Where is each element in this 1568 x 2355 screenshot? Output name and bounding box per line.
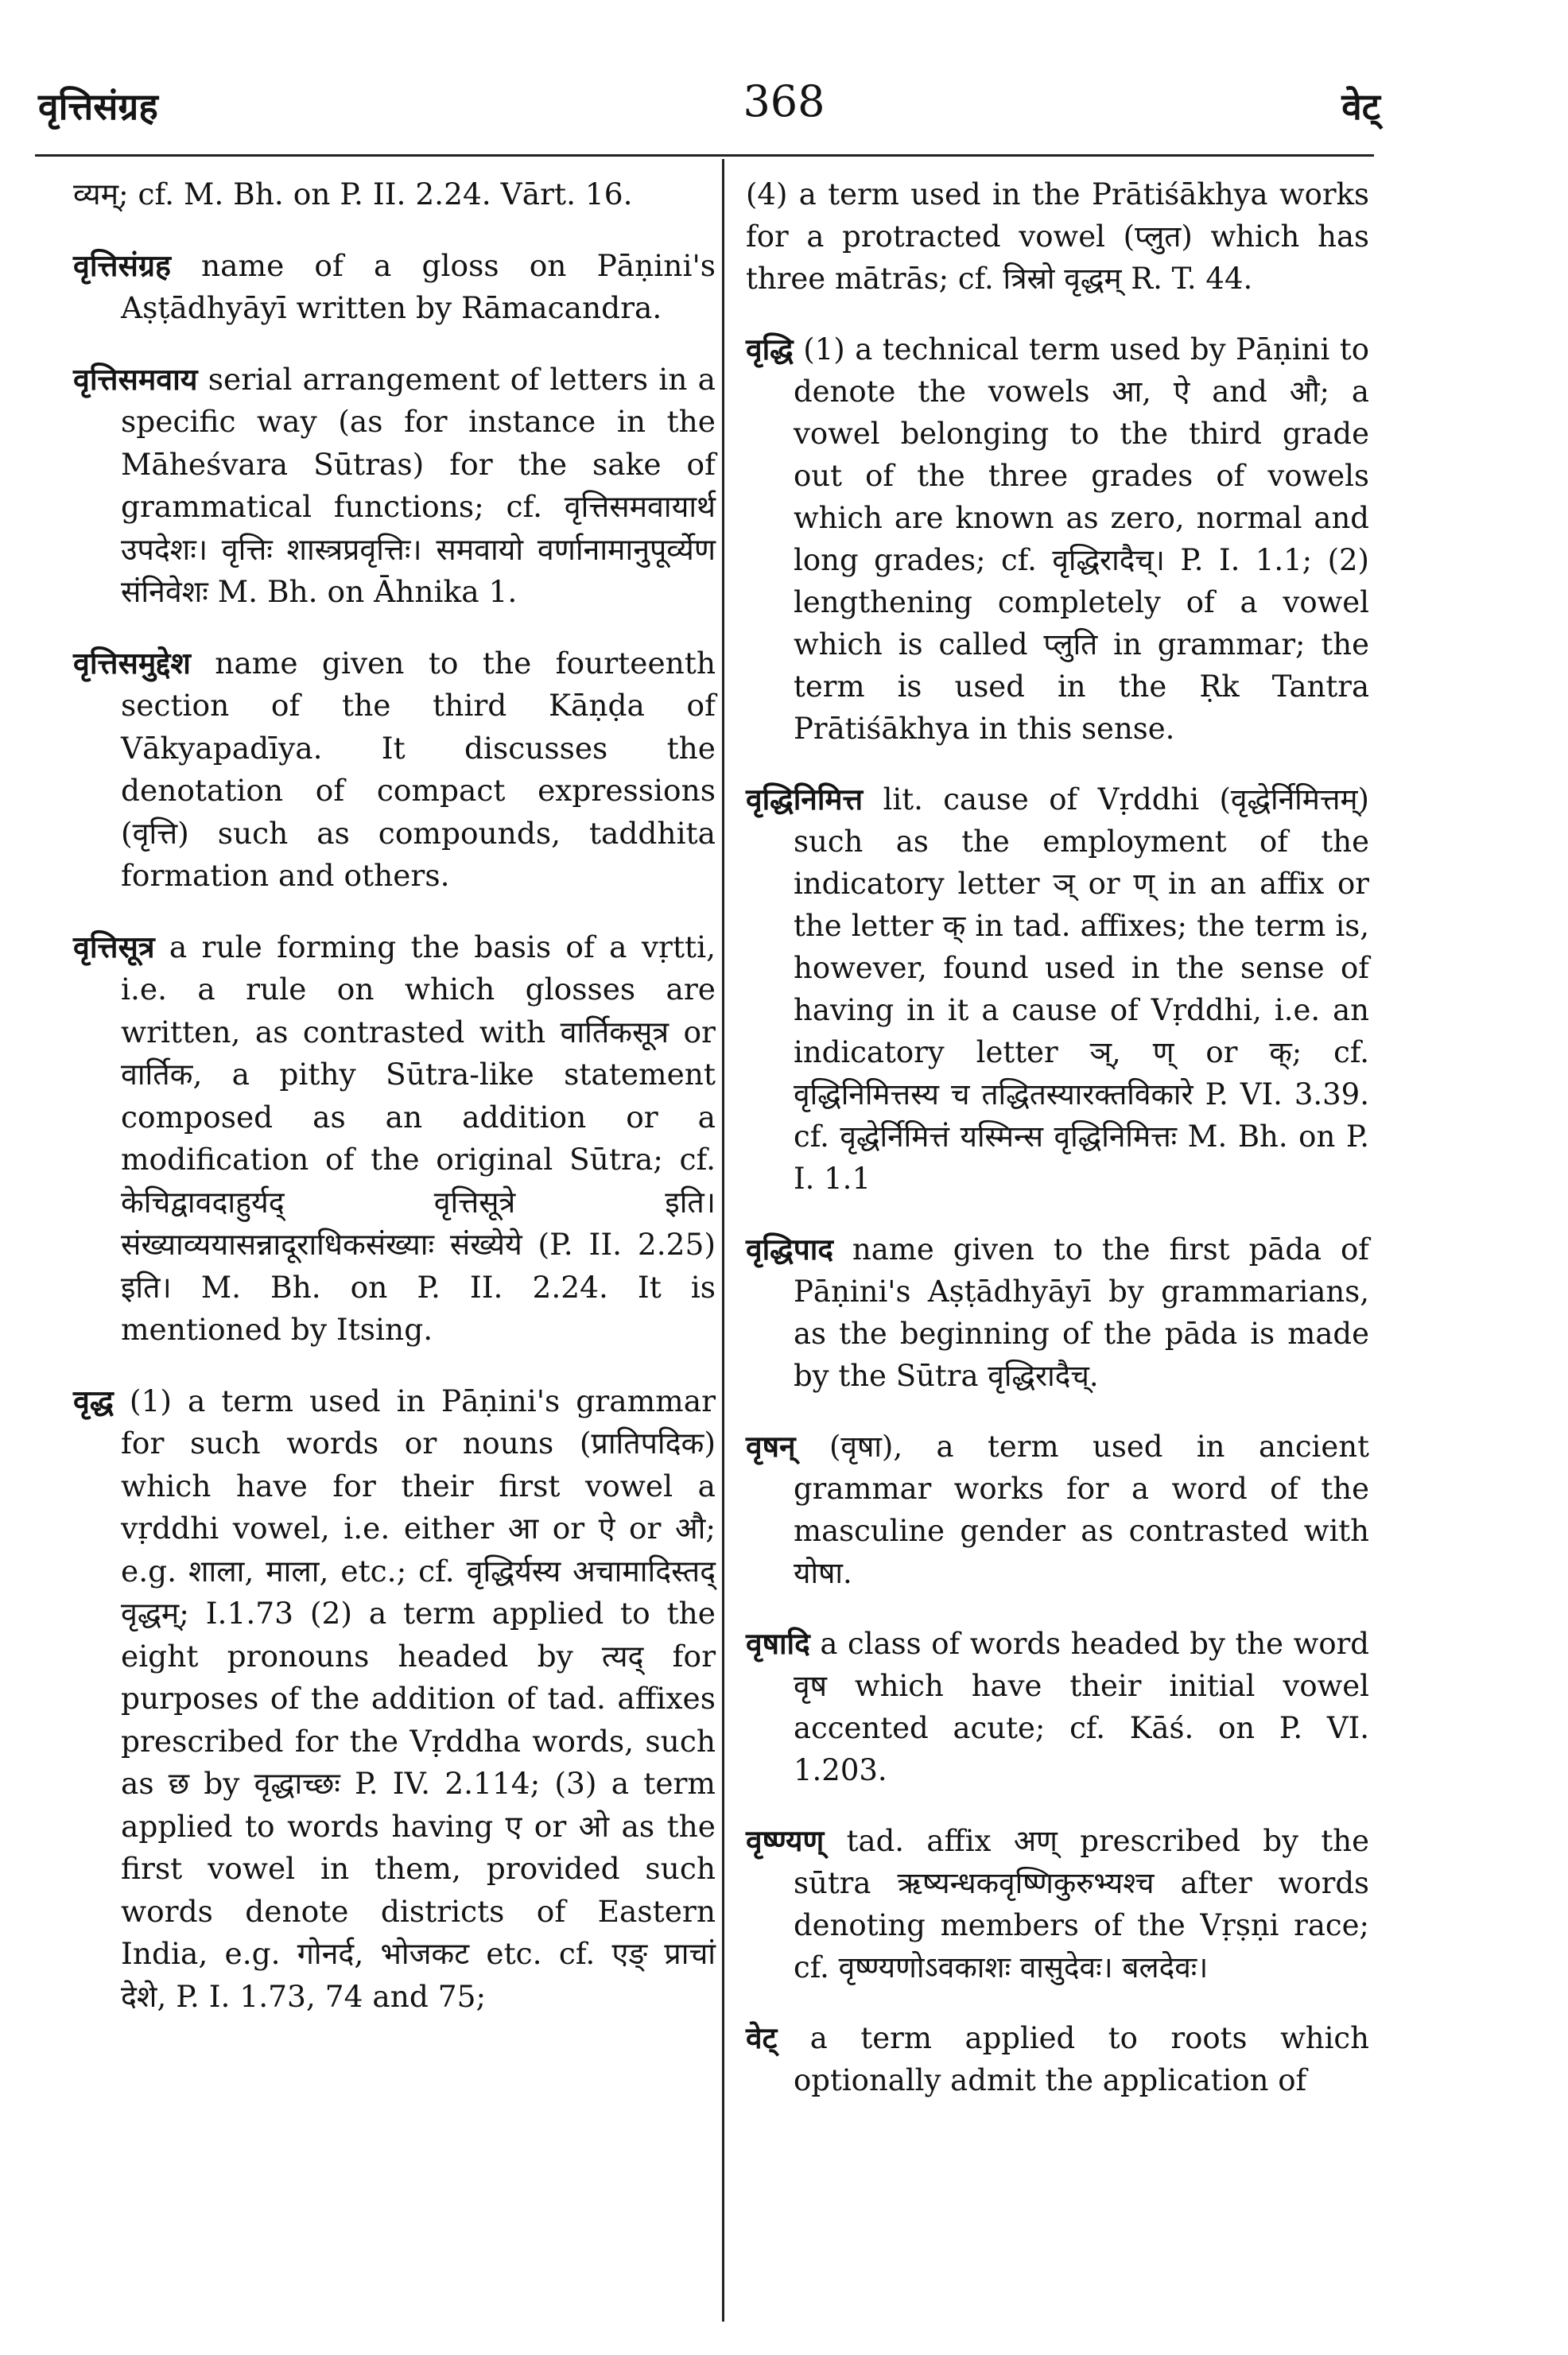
dictionary-entry xyxy=(73,926,716,1352)
entry-text: व्यम्; cf. M. Bh. on P. II. 2.24. Vārt. 16. xyxy=(73,177,633,211)
running-head xyxy=(0,76,1568,132)
dictionary-entry xyxy=(746,1623,1369,1791)
dictionary-entry xyxy=(746,328,1369,750)
entry-headword: वृद्धिपाद xyxy=(746,1232,833,1267)
dictionary-entry xyxy=(746,1426,1369,1594)
column-divider xyxy=(722,159,724,2322)
entry-text: name given to the first pāda of Pāṇini's Aṣṭādhyāyī by grammarians, as the beginning of the pāda is made by the Sūtra वृद्धिरादैच्. xyxy=(794,1232,1369,1393)
dictionary-entry xyxy=(746,1228,1369,1397)
entry-text: name given to the fourteenth section of the third Kāṇḍa of Vākyapadīya. It discusses the denotation of compact expressions (वृत्ति) such as compounds, taddhita formation and others. xyxy=(121,645,716,893)
dictionary-entry xyxy=(746,778,1369,1200)
entry-headword: वृत्तिसमवाय xyxy=(73,361,198,397)
entry-headword: वृद्ध xyxy=(73,1383,114,1418)
entry-headword: वृत्तिसंग्रह xyxy=(73,247,171,283)
running-head-left: वृत्तिसंग्रह xyxy=(38,85,158,128)
dictionary-entry xyxy=(73,359,716,614)
entry-headword: वृत्तिसमुद्देश xyxy=(73,645,191,681)
dictionary-entry xyxy=(746,2017,1369,2101)
entry-headword: वेट् xyxy=(746,2020,778,2055)
dictionary-entry xyxy=(73,1380,716,2019)
dictionary-entry xyxy=(73,642,716,898)
entry-text: (वृषा), a term used in ancient grammar works for a word of the masculine gender as contrasted with योषा. xyxy=(794,1430,1369,1590)
entry-text: name of a gloss on Pāṇini's Aṣṭādhyāyī written by Rāmacandra. xyxy=(121,247,716,325)
left-column xyxy=(73,173,716,2047)
header-rule xyxy=(35,154,1374,157)
running-head-right: वेट् xyxy=(1341,85,1380,128)
dictionary-entry xyxy=(746,1820,1369,1988)
entry-text: (1) a technical term used by Pāṇini to denote the vowels आ, ऐ and औ; a vowel belonging to the third grade out of the three grades of vowels which are known as zero, normal and long grades; cf. वृद्धिरादैच्। P. I. 1.1; (2) lengthening completely of a vowel which is called प्लुति in grammar; the term is used in the Ṛk Tantra Prātiśākhya in this sense. xyxy=(794,332,1370,746)
entry-text: a rule forming the basis of a vṛtti, i.e. a rule on which glosses are written, as contrasted with वार्तिकसूत्र or वार्तिक, a pithy Sūtra-like statement composed as an addition or a modification of the original Sūtra; cf. केचिद्वावदाहुर्यद् वृत्तिसूत्रे इति। संख्याव्ययासन्नादूराधिकसंख्याः संख्येये (P. II. 2.25) इति। M. Bh. on P. II. 2.24. It is mentioned by Itsing. xyxy=(121,929,716,1347)
entry-text: lit. cause of Vṛddhi (वृद्धेर्निमित्तम्) such as the employment of the indicatory letter ञ् or ण् in an affix or the letter क् in tad. affixes; the term is, however, found used in the sense of having in it a cause of Vṛddhi, i.e. an indicatory letter ञ्, ण् or क्; cf. वृद्धिनिमित्तस्य च तद्धितस्यारक्तविकारे P. VI. 3.39. cf. वृद्धेर्निमित्तं यस्मिन्स वृद्धिनिमित्तः M. Bh. on P. I. 1.1 xyxy=(794,782,1369,1196)
dictionary-entry xyxy=(746,173,1369,300)
entry-text: serial arrangement of letters in a specific way (as for instance in the Māheśvara Sūtras) for the sake of grammatical functions; cf. वृत्तिसमवायार्थ उपदेशः। वृत्तिः शास्त्रप्रवृत्तिः। समवायो वर्णानामानुपूर्व्येण संनिवेशः M. Bh. on Āhnika 1. xyxy=(121,361,716,609)
entry-text: (4) a term used in the Prātiśākhya works for a protracted vowel (प्लुत) which has three mātrās; cf. त्रिस्रो वृद्धम् R. T. 44. xyxy=(746,177,1369,296)
right-column xyxy=(746,173,1369,2130)
entry-text: (1) a term used in Pāṇini's grammar for such words or nouns (प्रातिपदिक) which have for their first vowel a vṛddhi vowel, i.e. either आ or ऐ or औ; e.g. शाला, माला, etc.; cf. वृद्धिर्यस्य अचामादिस्तद् वृद्धम्; I.1.73 (2) a term applied to the eight pronouns headed by त्यद् for purposes of the addition of tad. affixes prescribed for the Vṛddha words, such as छ by वृद्धाच्छः P. IV. 2.114; (3) a term applied to words having ए or ओ as the first vowel in them, provided such words denote districts of Eastern India, e.g. गोनर्द, भोजकट etc. cf. एङ् प्राचां देशे, P. I. 1.73, 74 and 75; xyxy=(121,1383,716,2014)
entry-headword: वृष्ण्यण् xyxy=(746,1823,825,1858)
entry-headword: वृद्धिनिमित्त xyxy=(746,782,864,817)
dictionary-entry xyxy=(73,245,716,330)
entry-text: a class of words headed by the word वृष which have their initial vowel accented acute; cf. Kāś. on P. VI. 1.203. xyxy=(794,1627,1369,1787)
entry-text: tad. affix अण् prescribed by the sūtra ऋष्यन्धकवृष्णिकुरुभ्यश्च after words denoting members of the Vṛṣṇi race; cf. वृष्ण्यणोऽवकाशः वासुदेवः। बलदेवः। xyxy=(794,1824,1369,1984)
entry-headword: वृषादि xyxy=(746,1626,810,1661)
entry-headword: वृषन् xyxy=(746,1429,796,1464)
dictionary-entry xyxy=(73,173,716,216)
entry-text: a term applied to roots which optionally admit the application of xyxy=(794,2021,1369,2097)
entry-headword: वृद्धि xyxy=(746,332,794,367)
page-number: 368 xyxy=(743,76,825,126)
entry-headword: वृत्तिसूत्र xyxy=(73,929,155,964)
